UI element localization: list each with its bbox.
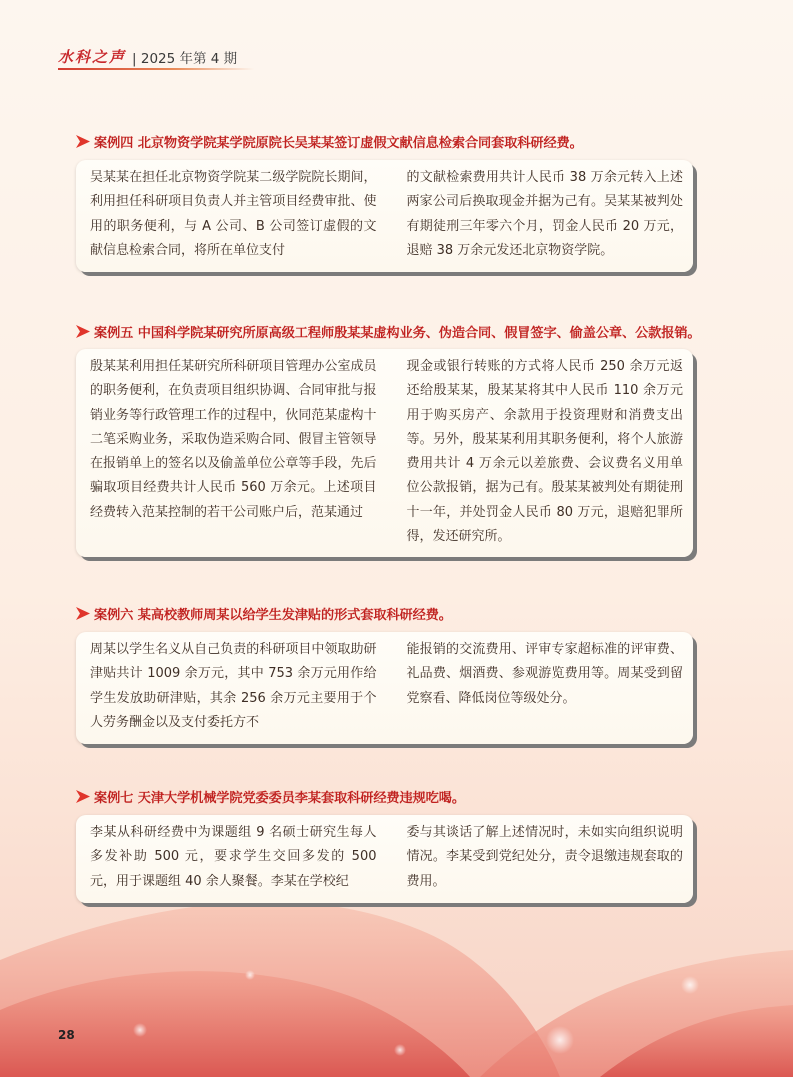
case-title bbox=[76, 132, 583, 151]
case-title bbox=[76, 604, 452, 623]
case-title-text: 案例四 北京物资学院某学院原院长吴某某签订虚假文献信息检索合同套取科研经费。 bbox=[94, 136, 583, 151]
case-text-left: 李某从科研经费中为课题组 9 名硕士研究生每人多发补助 500 元，要求学生交回多发的 500 元，用于课题组 40 余人聚餐。李某在学校纪 bbox=[90, 825, 377, 889]
case-card bbox=[76, 349, 693, 557]
page-number: 28 bbox=[58, 1028, 75, 1042]
case-card bbox=[76, 632, 693, 744]
case-text-left: 周某以学生名义从自己负责的科研项目中领取助研津贴共计 1009 余万元，其中 753 余万元用作给学生发放助研津贴，其余 256 余万元主要用于个人劳务酬金以及支付委托方不 bbox=[90, 642, 377, 730]
case-text-right: 委与其谈话了解上述情况时，未如实向组织说明情况。李某受到党纪处分，责令退缴违规套取的费用。 bbox=[406, 825, 683, 889]
case-text-right: 现金或银行转账的方式将人民币 250 余万元返还给殷某某，殷某某将其中人民币 110 余万元用于购买房产、余款用于投资理财和消费支出等。另外，殷某某利用其职务便利，将个人旅游费用共计 4 万余元以差旅费、会议费名义用单位公款报销，据为己有。殷某某被判处有期徒刑十一年，并处罚金人民币 80 万元，退赔犯罪所得，发还研究所。 bbox=[406, 359, 683, 545]
case-title-text: 案例七 天津大学机械学院党委委员李某套取科研经费违规吃喝。 bbox=[94, 791, 465, 806]
case-title-text: 案例五 中国科学院某研究所原高级工程师殷某某虚构业务、伪造合同、假冒签字、偷盖公章、公款报销。 bbox=[94, 326, 701, 341]
case-title-text: 案例六 某高校教师周某以给学生发津贴的形式套取科研经费。 bbox=[94, 608, 452, 623]
arrow-icon bbox=[76, 790, 90, 803]
case-title bbox=[76, 322, 701, 341]
arrow-icon bbox=[76, 325, 90, 338]
magazine-brand: 水科之声 bbox=[58, 48, 127, 66]
case-card bbox=[76, 160, 693, 272]
magazine-header bbox=[58, 46, 237, 67]
case-text-right: 能报销的交流费用、评审专家超标准的评审费、礼品费、烟酒费、参观游览费用等。周某受到留党察看、降低岗位等级处分。 bbox=[406, 642, 683, 706]
case-title bbox=[76, 787, 465, 806]
arrow-icon bbox=[76, 607, 90, 620]
header-underline bbox=[58, 68, 254, 70]
case-text-left: 吴某某在担任北京物资学院某二级学院院长期间，利用担任科研项目负责人并主管项目经费审批、使用的职务便利，与 A 公司、B 公司签订虚假的文献信息检索合同，将所在单位支付 bbox=[90, 170, 377, 258]
case-card bbox=[76, 815, 693, 903]
issue-label: | 2025 年第 4 期 bbox=[132, 50, 238, 67]
case-text-right: 的文献检索费用共计人民币 38 万余元转入上述两家公司后换取现金并据为己有。吴某某被判处有期徒刑三年零六个月，罚金人民币 20 万元，退赔 38 万余元发还北京物资学院。 bbox=[406, 170, 683, 258]
case-text-left: 殷某某利用担任某研究所科研项目管理办公室成员的职务便利，在负责项目组织协调、合同审批与报销业务等行政管理工作的过程中，伙同范某虚构十二笔采购业务，采取伪造采购合同、假冒主管领导在报销单上的签名以及偷盖单位公章等手段，先后骗取项目经费共计人民币 560 万余元。上述项目经费转入范某控制的若干公司账户后，范某通过 bbox=[90, 359, 377, 520]
arrow-icon bbox=[76, 135, 90, 148]
